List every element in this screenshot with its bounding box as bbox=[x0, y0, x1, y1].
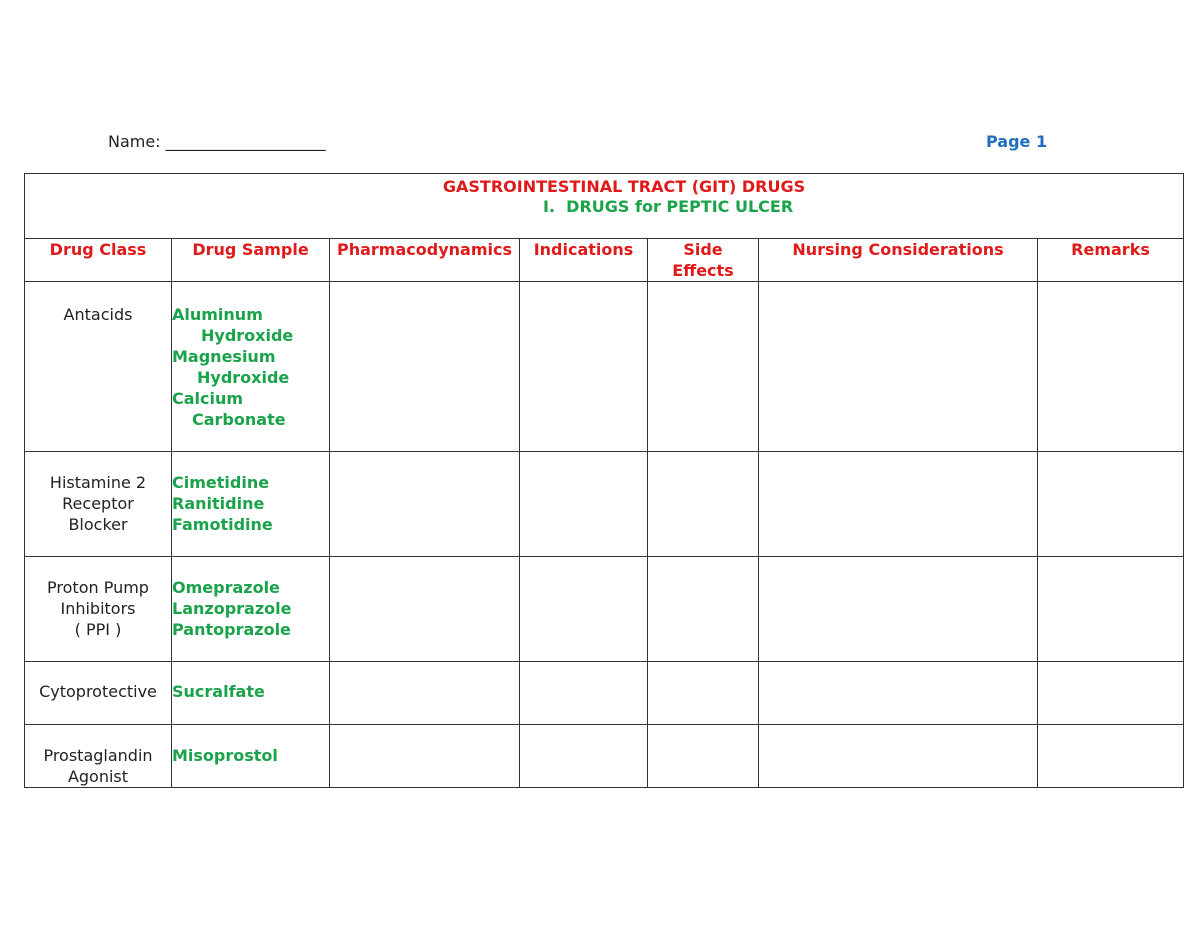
drug-class-text-group bbox=[25, 557, 171, 640]
drug-class-text: Blocker bbox=[68, 515, 128, 534]
drug-class-text: Inhibitors bbox=[60, 599, 136, 618]
header-side-effects-label: Side Effects bbox=[672, 240, 734, 280]
indications-cell[interactable] bbox=[520, 452, 648, 557]
drug-sample-item: Carbonate bbox=[192, 410, 286, 429]
drug-class-text: Agonist bbox=[67, 767, 129, 786]
drug-class-text: Cytoprotective bbox=[39, 682, 157, 701]
title-cell bbox=[25, 174, 1184, 239]
header-pharmacodynamics: Pharmacodynamics bbox=[330, 239, 520, 282]
drug-sample-item: Calcium bbox=[172, 389, 244, 408]
side-effects-cell[interactable] bbox=[648, 452, 759, 557]
remarks-cell[interactable] bbox=[1038, 282, 1184, 452]
drug-class-cell bbox=[25, 725, 172, 788]
nursing-considerations-cell[interactable] bbox=[759, 557, 1038, 662]
drug-sample-item: Magnesium bbox=[172, 347, 276, 366]
header-remarks: Remarks bbox=[1038, 239, 1184, 282]
drug-sample-cell bbox=[172, 452, 330, 557]
side-effects-cell[interactable] bbox=[648, 557, 759, 662]
table-row bbox=[25, 452, 1184, 557]
nursing-considerations-cell[interactable] bbox=[759, 452, 1038, 557]
drug-class-text-group bbox=[25, 725, 171, 787]
drug-sample-list bbox=[172, 557, 329, 640]
drug-class-text: Proton Pump bbox=[47, 578, 149, 597]
remarks-cell[interactable] bbox=[1038, 557, 1184, 662]
header-drug-class: Drug Class bbox=[25, 239, 172, 282]
drug-sample-list bbox=[172, 282, 329, 430]
drug-sample-item: Aluminum bbox=[172, 305, 263, 324]
drug-sample-item: Misoprostol bbox=[172, 746, 278, 765]
drug-class-text: Receptor bbox=[62, 494, 134, 513]
page-number: Page 1 bbox=[986, 132, 1048, 151]
drug-class-text: ( PPI ) bbox=[74, 620, 122, 639]
drug-worksheet-table bbox=[24, 173, 1184, 788]
drug-sample-item: Pantoprazole bbox=[172, 620, 291, 639]
drug-sample-cell bbox=[172, 557, 330, 662]
table-row bbox=[25, 282, 1184, 452]
drug-class-text-group bbox=[25, 452, 171, 535]
remarks-cell[interactable] bbox=[1038, 725, 1184, 788]
drug-sample-item: Sucralfate bbox=[172, 682, 265, 701]
drug-sample-list bbox=[172, 452, 329, 535]
drug-sample-cell bbox=[172, 662, 330, 725]
pharmacodynamics-cell[interactable] bbox=[330, 662, 520, 725]
drug-sample-item: Hydroxide bbox=[201, 326, 294, 345]
nursing-considerations-cell[interactable] bbox=[759, 725, 1038, 788]
nursing-considerations-cell[interactable] bbox=[759, 282, 1038, 452]
drug-sample-list bbox=[172, 662, 329, 702]
pharmacodynamics-cell[interactable] bbox=[330, 282, 520, 452]
worksheet-subtitle: I. DRUGS for PEPTIC ULCER bbox=[543, 197, 794, 216]
name-field-label: Name: ____________________ bbox=[108, 132, 326, 151]
worksheet-title: GASTROINTESTINAL TRACT (GIT) DRUGS bbox=[442, 177, 806, 196]
table-row bbox=[25, 662, 1184, 725]
drug-sample-list bbox=[172, 725, 329, 766]
title-row bbox=[25, 174, 1184, 239]
drug-sample-item: Omeprazole bbox=[172, 578, 280, 597]
column-header-row bbox=[25, 239, 1184, 282]
table-row bbox=[25, 557, 1184, 662]
side-effects-cell[interactable] bbox=[648, 282, 759, 452]
indications-cell[interactable] bbox=[520, 557, 648, 662]
drug-sample-item: Hydroxide bbox=[197, 368, 290, 387]
drug-class-cell bbox=[25, 662, 172, 725]
indications-cell[interactable] bbox=[520, 662, 648, 725]
remarks-cell[interactable] bbox=[1038, 452, 1184, 557]
drug-class-text: Antacids bbox=[63, 305, 133, 324]
header-indications: Indications bbox=[520, 239, 648, 282]
drug-sample-item: Cimetidine bbox=[172, 473, 270, 492]
header-side-effects bbox=[648, 239, 759, 282]
header-nursing-considerations: Nursing Considerations bbox=[759, 239, 1038, 282]
pharmacodynamics-cell[interactable] bbox=[330, 725, 520, 788]
drug-sample-item: Lanzoprazole bbox=[172, 599, 292, 618]
pharmacodynamics-cell[interactable] bbox=[330, 452, 520, 557]
table-row bbox=[25, 725, 1184, 788]
drug-class-cell bbox=[25, 282, 172, 452]
side-effects-cell[interactable] bbox=[648, 725, 759, 788]
nursing-considerations-cell[interactable] bbox=[759, 662, 1038, 725]
remarks-cell[interactable] bbox=[1038, 662, 1184, 725]
indications-cell[interactable] bbox=[520, 725, 648, 788]
indications-cell[interactable] bbox=[520, 282, 648, 452]
side-effects-cell[interactable] bbox=[648, 662, 759, 725]
drug-sample-item: Ranitidine bbox=[172, 494, 265, 513]
pharmacodynamics-cell[interactable] bbox=[330, 557, 520, 662]
drug-sample-cell bbox=[172, 282, 330, 452]
drug-class-cell bbox=[25, 557, 172, 662]
drug-class-text: Prostaglandin bbox=[43, 746, 153, 765]
drug-class-cell bbox=[25, 452, 172, 557]
drug-class-text: Histamine 2 bbox=[49, 473, 147, 492]
drug-sample-item: Famotidine bbox=[172, 515, 273, 534]
header-drug-sample: Drug Sample bbox=[172, 239, 330, 282]
drug-sample-cell bbox=[172, 725, 330, 788]
